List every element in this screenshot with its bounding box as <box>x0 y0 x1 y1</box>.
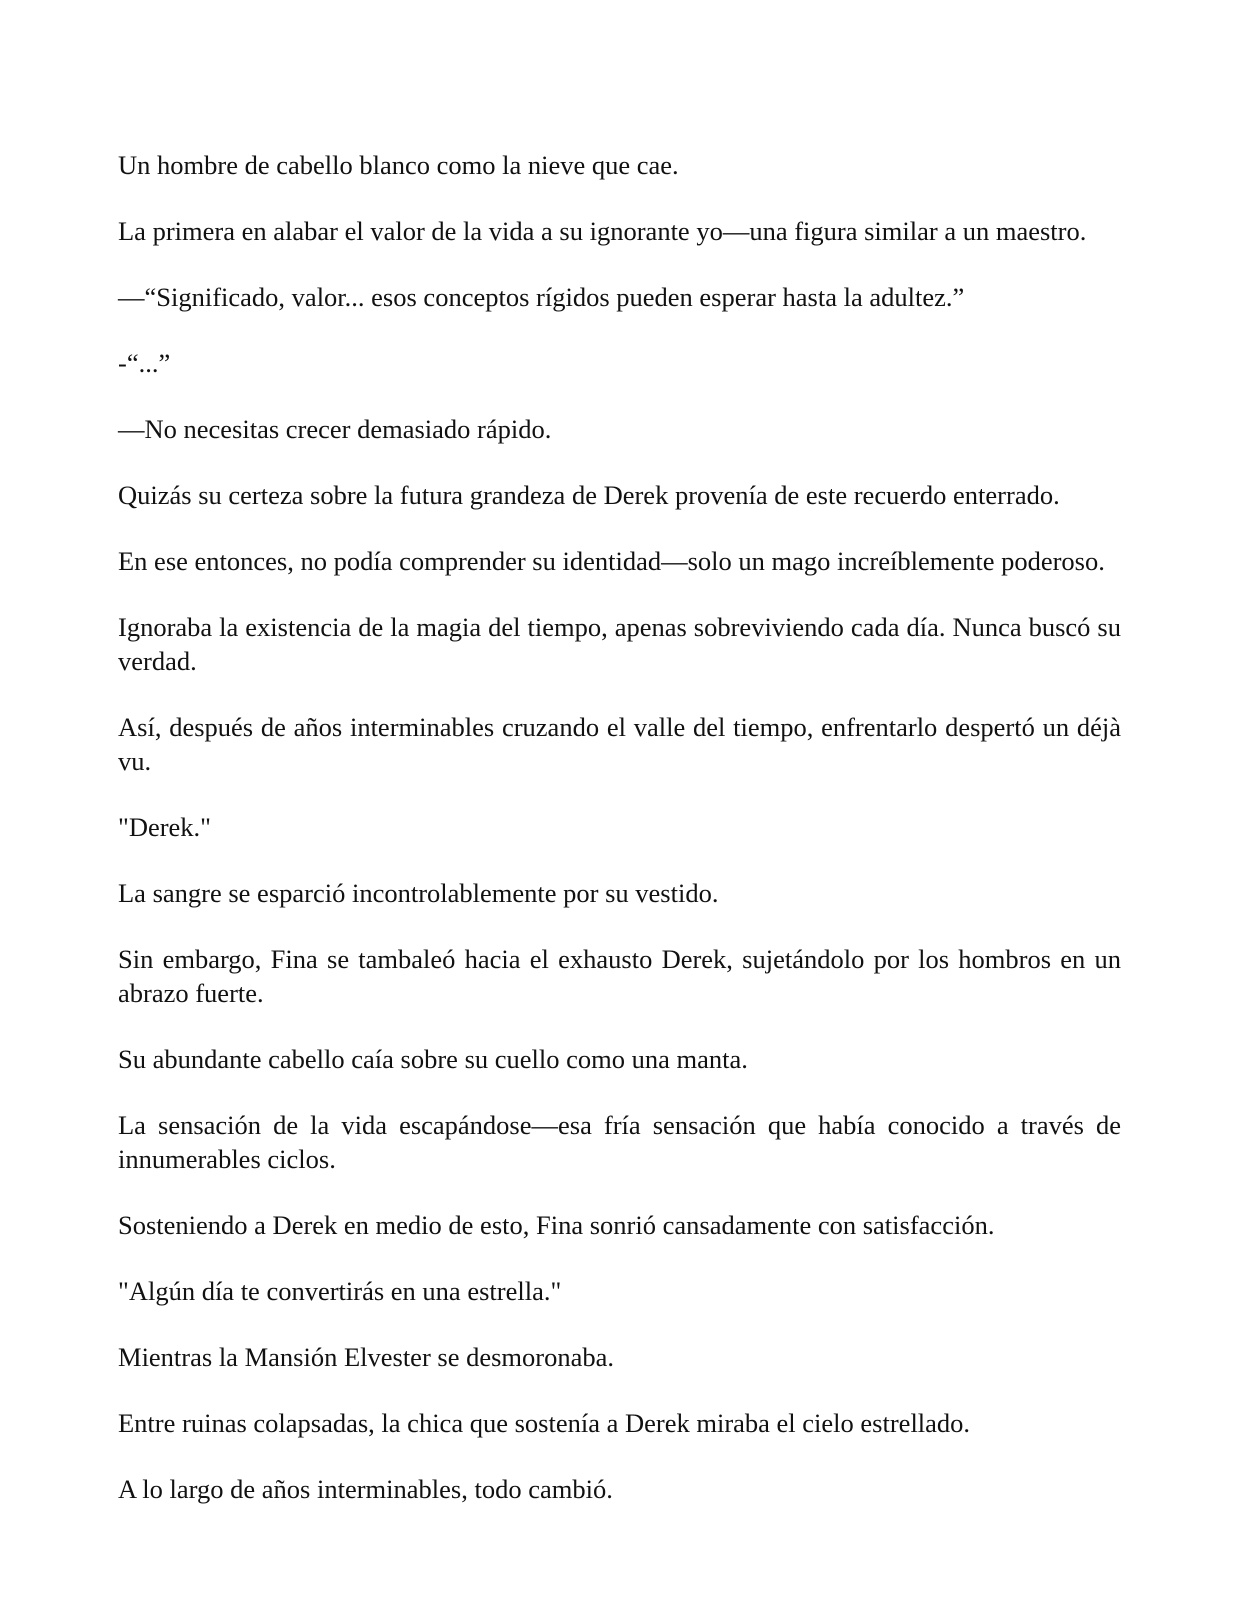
paragraph: Sosteniendo a Derek en medio de esto, Fina sonrió cansadamente con satisfacción. <box>118 1210 995 1240</box>
paragraph: A lo largo de años interminables, todo cambió. <box>118 1474 613 1504</box>
paragraph: Quizás su certeza sobre la futura grandeza de Derek provenía de este recuerdo enterrado. <box>118 480 1060 510</box>
paragraph: Así, después de años interminables cruzando el valle del tiempo, enfrentarlo despertó un déjà vu. <box>118 712 1121 776</box>
paragraph: Ignoraba la existencia de la magia del tiempo, apenas sobreviviendo cada día. Nunca buscó su verdad. <box>118 612 1121 676</box>
paragraph: -“...” <box>118 348 171 378</box>
paragraph: Sin embargo, Fina se tambaleó hacia el exhausto Derek, sujetándolo por los hombros en un abrazo fuerte. <box>118 944 1121 1008</box>
paragraph: Mientras la Mansión Elvester se desmoronaba. <box>118 1342 615 1372</box>
paragraph: En ese entonces, no podía comprender su identidad—solo un mago increíblemente poderoso. <box>118 546 1105 576</box>
body-text <box>118 148 1121 1538</box>
paragraph: Un hombre de cabello blanco como la nieve que cae. <box>118 150 679 180</box>
paragraph: —“Significado, valor... esos conceptos rígidos pueden esperar hasta la adultez.” <box>118 282 965 312</box>
paragraph: Su abundante cabello caía sobre su cuello como una manta. <box>118 1044 748 1074</box>
paragraph: Entre ruinas colapsadas, la chica que sostenía a Derek miraba el cielo estrellado. <box>118 1408 971 1438</box>
paragraph: La sensación de la vida escapándose—esa fría sensación que había conocido a través de innumerables ciclos. <box>118 1110 1121 1174</box>
paragraph: La primera en alabar el valor de la vida a su ignorante yo—una figura similar a un maestro. <box>118 216 1087 246</box>
paragraph: "Algún día te convertirás en una estrella." <box>118 1276 562 1306</box>
paragraph: La sangre se esparció incontrolablemente por su vestido. <box>118 878 719 908</box>
paragraph: "Derek." <box>118 812 211 842</box>
paragraph: —No necesitas crecer demasiado rápido. <box>118 414 552 444</box>
